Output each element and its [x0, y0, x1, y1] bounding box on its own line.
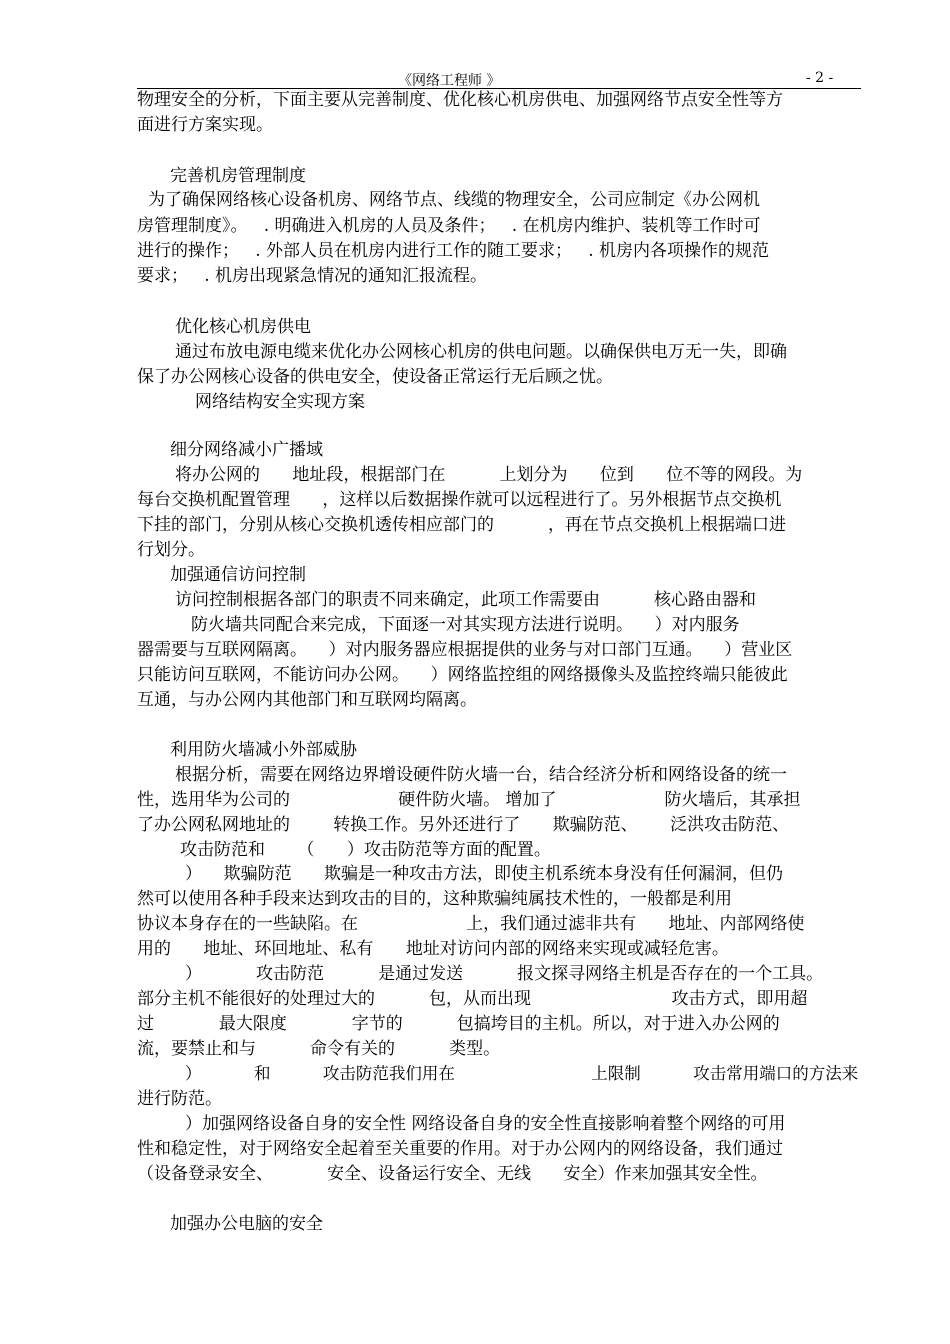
body-line: 房管理制度》。 . 明确进入机房的人员及条件； . 在机房内维护、装机等工作时可 — [137, 216, 761, 236]
body-line: 然可以使用各种手段来达到攻击的目的，这种欺骗纯属技术性的，一般都是利用 — [137, 889, 732, 909]
body-line: 部分主机不能很好的处理过大的 包，从而出现 攻击方式，即用超 — [137, 989, 808, 1009]
body-line: 访问控制根据各部门的职责不同来确定，此项工作需要由 核心路由器和 — [175, 590, 757, 610]
body-line: 性和稳定性，对于网络安全起着至关重要的作用。对于办公网内的网络设备，我们通过 — [137, 1139, 783, 1159]
body-line: 下挂的部门，分别从核心交换机透传相应部门的 ，再在节点交换机上根据端口进 — [137, 515, 787, 535]
body-line: ） 攻击防范 是通过发送 报文探寻网络主机是否存在的一个工具。 — [185, 964, 824, 984]
header-rule — [137, 88, 861, 89]
body-line: 行划分。 — [137, 540, 205, 560]
body-line: 每台交换机配置管理 ，这样以后数据操作就可以远程进行了。另外根据节点交换机 — [137, 490, 782, 510]
header-title: 《网络工程师 》 — [398, 73, 501, 89]
body-line: 面进行方案实现。 — [137, 115, 273, 135]
section-heading: 细分网络减小广播域 — [170, 440, 323, 460]
body-line: 保了办公网核心设备的供电安全，使设备正常运行无后顾之忧。 — [137, 367, 613, 387]
body-line: 要求； . 机房出现紧急情况的通知汇报流程。 — [137, 266, 488, 286]
body-line: 了办公网私网地址的 转换工作。另外还进行了 欺骗防范、 泛洪攻击防范、 — [137, 815, 790, 835]
section-heading: 网络结构安全实现方案 — [195, 392, 365, 412]
body-line: 进行防范。 — [137, 1089, 222, 1109]
body-line: 防火墙共同配合来完成，下面逐一对其实现方法进行说明。 ）对内服务 — [137, 615, 740, 635]
section-heading: 加强通信访问控制 — [170, 565, 306, 585]
section-heading: 优化核心机房供电 — [175, 317, 311, 337]
body-line: ） 欺骗防范 欺骗是一种攻击方法，即使主机系统本身没有任何漏洞，但仍 — [185, 864, 784, 884]
section-heading: 利用防火墙减小外部威胁 — [170, 740, 357, 760]
section-heading: 完善机房管理制度 — [170, 166, 306, 186]
body-line: 过 最大限度 字节的 包搞垮目的主机。所以，对于进入办公网的 — [137, 1014, 780, 1034]
body-line: 将办公网的 地址段，根据部门在 上划分为 位到 位不等的网段。为 — [175, 465, 803, 485]
body-line: 协议本身存在的一些缺陷。在 上，我们通过滤非共有 地址、内部网络使 — [137, 914, 805, 934]
body-line: （设备登录安全、 安全、设备运行安全、无线 安全）作来加强其安全性。 — [137, 1164, 768, 1184]
body-line: 性，选用华为公司的 硬件防火墙。 增加了 防火墙后，其承担 — [137, 790, 801, 810]
body-line: ） 和 攻击防范我们用在 上限制 攻击常用端口的方法来 — [185, 1064, 859, 1083]
body-line: ）加强网络设备自身的安全性 网络设备自身的安全性直接影响着整个网络的可用 — [185, 1114, 786, 1134]
body-line: 只能访问互联网，不能访问办公网。 ）网络监控组的网络摄像头及监控终端只能彼此 — [137, 665, 788, 685]
body-line: 物理安全的分析，下面主要从完善制度、优化核心机房供电、加强网络节点安全性等方 — [137, 90, 783, 110]
body-line: 攻击防范和 （ ）攻击防范等方面的配置。 — [180, 840, 551, 860]
section-heading: 加强办公电脑的安全 — [170, 1214, 323, 1234]
body-line: 进行的操作； . 外部人员在机房内进行工作的随工要求； . 机房内各项操作的规范 — [137, 241, 770, 261]
body-line: 通过布放电源电缆来优化办公网核心机房的供电问题。以确保供电万无一失，即确 — [175, 342, 787, 362]
body-line: 为了确保网络核心设备机房、网络节点、线缆的物理安全，公司应制定《办公网机 — [148, 190, 760, 210]
body-line: 根据分析，需要在网络边界增设硬件防火墙一台，结合经济分析和网络设备的统一 — [175, 765, 787, 785]
body-line: 器需要与互联网隔离。 ）对内服务器应根据提供的业务与对口部门互通。 ）营业区 — [137, 640, 793, 660]
body-line: 互通，与办公网内其他部门和互联网均隔离。 — [137, 690, 477, 710]
body-line: 用的 地址、环回地址、私有 地址对访问内部的网络来实现或减轻危害。 — [137, 939, 729, 959]
page-number: - 2 - — [806, 70, 834, 86]
body-line: 流，要禁止和与 命令有关的 类型。 — [137, 1039, 501, 1059]
